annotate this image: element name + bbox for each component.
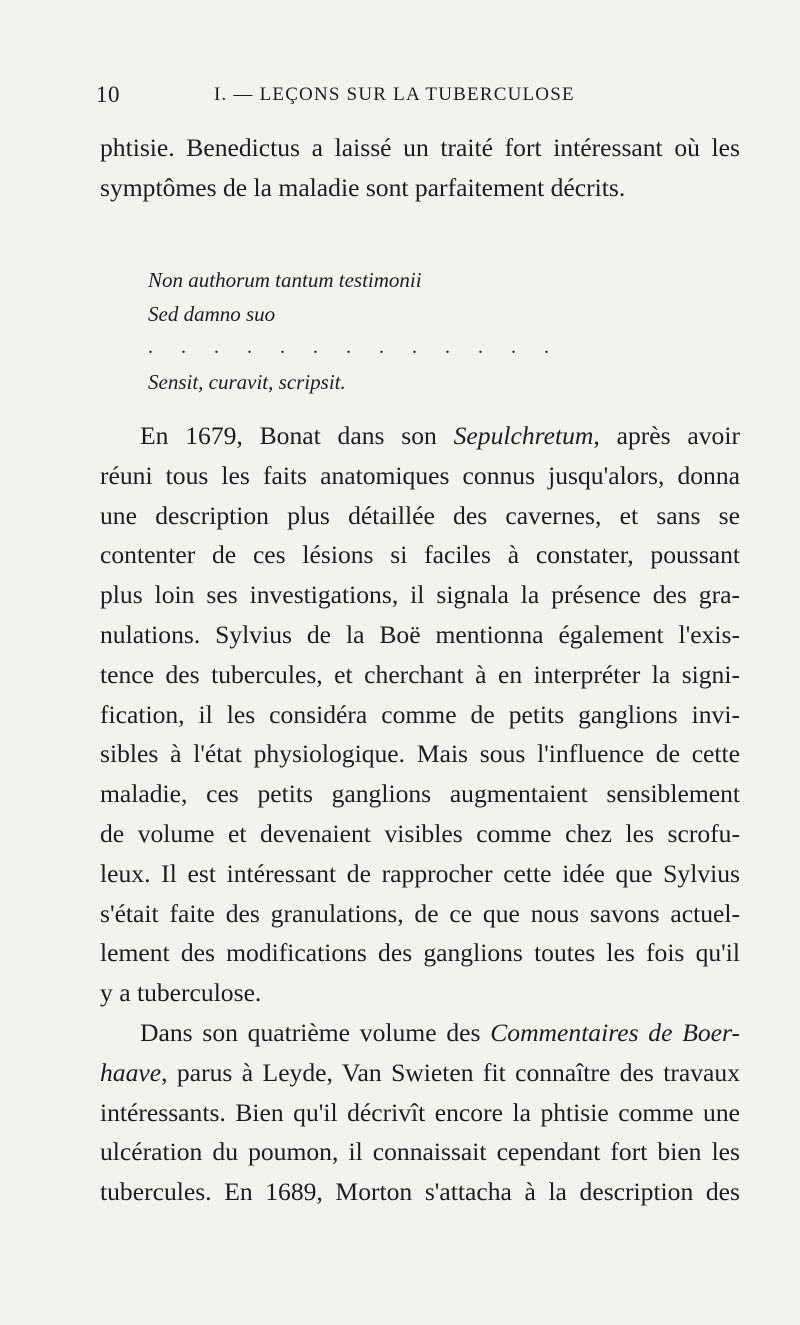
text-line: réuni tous les faits anatomiques connus jusqu'alors, donna: [100, 460, 740, 490]
text-line: tence des tubercules, et cherchant à en interpréter la signi-: [100, 659, 740, 689]
running-title: I. — LEÇONS SUR LA TUBERCULOSE: [214, 84, 575, 105]
text-line: de volume et devenaient visibles comme chez les scrofu-: [100, 818, 740, 848]
text-line: [100, 1013, 740, 1053]
text-line: y a tuberculose.: [100, 978, 262, 1008]
text-line: tubercules. En 1689, Morton s'attacha à la description des: [100, 1177, 740, 1207]
text-run: , après avoir: [593, 421, 740, 450]
text-line: phtisie. Benedictus a laissé un traité fort intéressant où les: [100, 133, 740, 162]
book-title-commentaires: Commentaires de Boer-: [490, 1017, 740, 1047]
latin-verse-quote: [148, 264, 561, 400]
text-run: En 1679, Bonat dans son: [140, 421, 454, 450]
text-line: contenter de ces lésions si faciles à constater, poussant: [100, 540, 740, 570]
paragraph-continuation: [100, 128, 740, 208]
book-title-sepulchretum: Sepulchretum: [453, 421, 594, 450]
text-line: lement des modifications des ganglions toutes les fois qu'il: [100, 938, 740, 968]
text-line: fication, il les considéra comme de petits ganglions invi-: [100, 699, 740, 729]
ellipsis-dots: . . . . . . . . . . . . .: [148, 336, 561, 358]
text-run: Dans son quatrième volume des: [140, 1017, 491, 1047]
text-run: , parus à Leyde, Van Swieten fit connaître des travaux: [161, 1057, 740, 1087]
text-line: leux. Il est intéressant de rapprocher cette idée que Sylvius: [100, 858, 740, 888]
text-line: ulcération du poumon, il connaissait cependant fort bien les: [100, 1137, 740, 1167]
page-number: 10: [96, 82, 120, 107]
book-title-continuation: haave: [100, 1057, 162, 1087]
text-line: symptômes de la maladie sont parfaitement décrits.: [100, 172, 626, 202]
text-line: sibles à l'état physiologique. Mais sous l'influence de cette: [100, 739, 740, 769]
text-line: s'était faite des granulations, de ce que nous savons actuel-: [100, 898, 740, 928]
paragraph-main: [100, 416, 740, 1212]
verse-line: Sensit, curavit, scripsit.: [148, 370, 346, 394]
verse-line: Non authorum tantum testimonii: [148, 268, 422, 292]
text-line: [100, 1053, 740, 1093]
verse-line: Sed damno suo: [148, 302, 276, 326]
text-line: plus loin ses investigations, il signala la présence des gra-: [100, 580, 740, 610]
text-line: maladie, ces petits ganglions augmentaient sensiblement: [100, 779, 740, 809]
text-line: [100, 416, 740, 456]
running-head: [96, 82, 756, 110]
text-line: une description plus détaillée des cavernes, et sans se: [100, 500, 740, 530]
text-line: nulations. Sylvius de la Boë mentionna également l'exis-: [100, 619, 740, 649]
text-line: intéressants. Bien qu'il décrivît encore la phtisie comme une: [100, 1097, 740, 1127]
